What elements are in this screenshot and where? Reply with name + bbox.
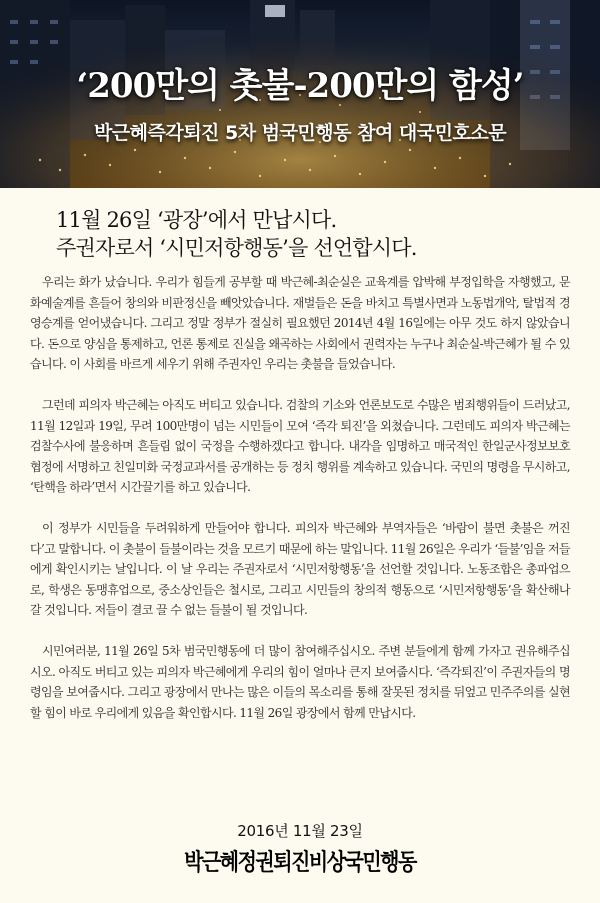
banner-title: ‘200만의 촛불-200만의 함성’ — [76, 66, 524, 106]
headline — [56, 206, 576, 262]
issue-date: 2016년 11월 23일 — [237, 822, 363, 840]
headline-line-1: 11월 26일 ‘광장’에서 만납시다. — [56, 208, 337, 232]
paragraph-4: 시민여러분, 11월 26일 5차 범국민행동에 더 많이 참여해주십시오. 주변 분들에게 함께 가자고 권유해주십시오. 아직도 버티고 있는 피의자 박근혜에게 우리의 힘이 얼마나 큰지 보여줍시다. ‘즉각퇴진’이 주권자들의 명령임을 보여줍시다. 그리고 광장에서 만나는 많은 이들의 목소리를 통해 잘못된 정치를 뒤엎고 민주주의를 실현할 힘이 바로 우리에게 있음을 확인합시다. 11월 26일 광장에서 함께 만납시다. — [30, 644, 570, 720]
paragraph-1: 우리는 화가 났습니다. 우리가 힘들게 공부할 때 박근혜-최순실은 교육계를 압박해 부정입학을 자행했고, 문화예술계를 흔들어 창의와 비판정신을 빼앗았습니다. 재벌들은 돈을 바치고 특별사면과 노동법개악, 탈법적 경영승계를 얻어냈습니다. 그리고 정말 정부가 절실히 필요했던 2014년 4월 16일에는 아무 것도 하지 않았습니다. 돈으로 양심을 통제하고, 언론 통제로 진실을 왜곡하는 사회에서 권력자는 누구나 최순실-박근혜가 될 수 있습니다. 이 사회를 바르게 세우기 위해 주권자인 우리는 촛불을 들었습니다. — [30, 275, 570, 371]
headline-line-2: 주권자로서 ‘시민저항행동’을 선언합시다. — [56, 236, 417, 260]
organization-signature: 박근혜정권퇴진비상국민행동 — [184, 847, 416, 876]
paragraph-2: 그런데 피의자 박근혜는 아직도 버티고 있습니다. 검찰의 기소와 언론보도로 수많은 범죄행위들이 드러났고, 11월 12일과 19일, 무려 100만명이 넘는 시민들이 모여 ‘즉각 퇴진’을 외쳤습니다. 그런데도 피의자 박근혜는 검찰수사에 불응하며 흔들림 없이 국정을 수행하겠다고 합니다. 내각을 임명하고 매국적인 한일군사정보보호협정에 서명하고 친일미화 국정교과서를 공개하는 등 정치 행위를 계속하고 있습니다. 국민의 명령을 무시하고, ‘탄핵을 하라’면서 시간끌기를 하고 있습니다. — [30, 398, 570, 494]
header-banner — [0, 0, 600, 188]
banner-subtitle: 박근혜즉각퇴진 5차 범국민행동 참여 대국민호소문 — [93, 122, 507, 144]
paragraph-3: 이 정부가 시민들을 두려워하게 만들어야 합니다. 피의자 박근혜와 부역자들은 ‘바람이 불면 촛불은 꺼진다’고 말합니다. 이 촛불이 들불이라는 것을 모르기 때문에 하는 말입니다. 11월 26일은 우리가 ‘들불’임을 저들에게 확인시키는 날입니다. 이 날 우리는 주권자로서 ‘시민저항행동’을 선언할 것입니다. 노동조합은 총파업으로, 학생은 동맹휴업으로, 중소상인들은 철시로, 그리고 시민들의 창의적 행동으로 ‘시민저항행동’을 확산해나갈 것입니다. 저들이 결코 끌 수 없는 들불이 될 것입니다. — [30, 521, 570, 617]
appeal-body — [30, 272, 570, 744]
